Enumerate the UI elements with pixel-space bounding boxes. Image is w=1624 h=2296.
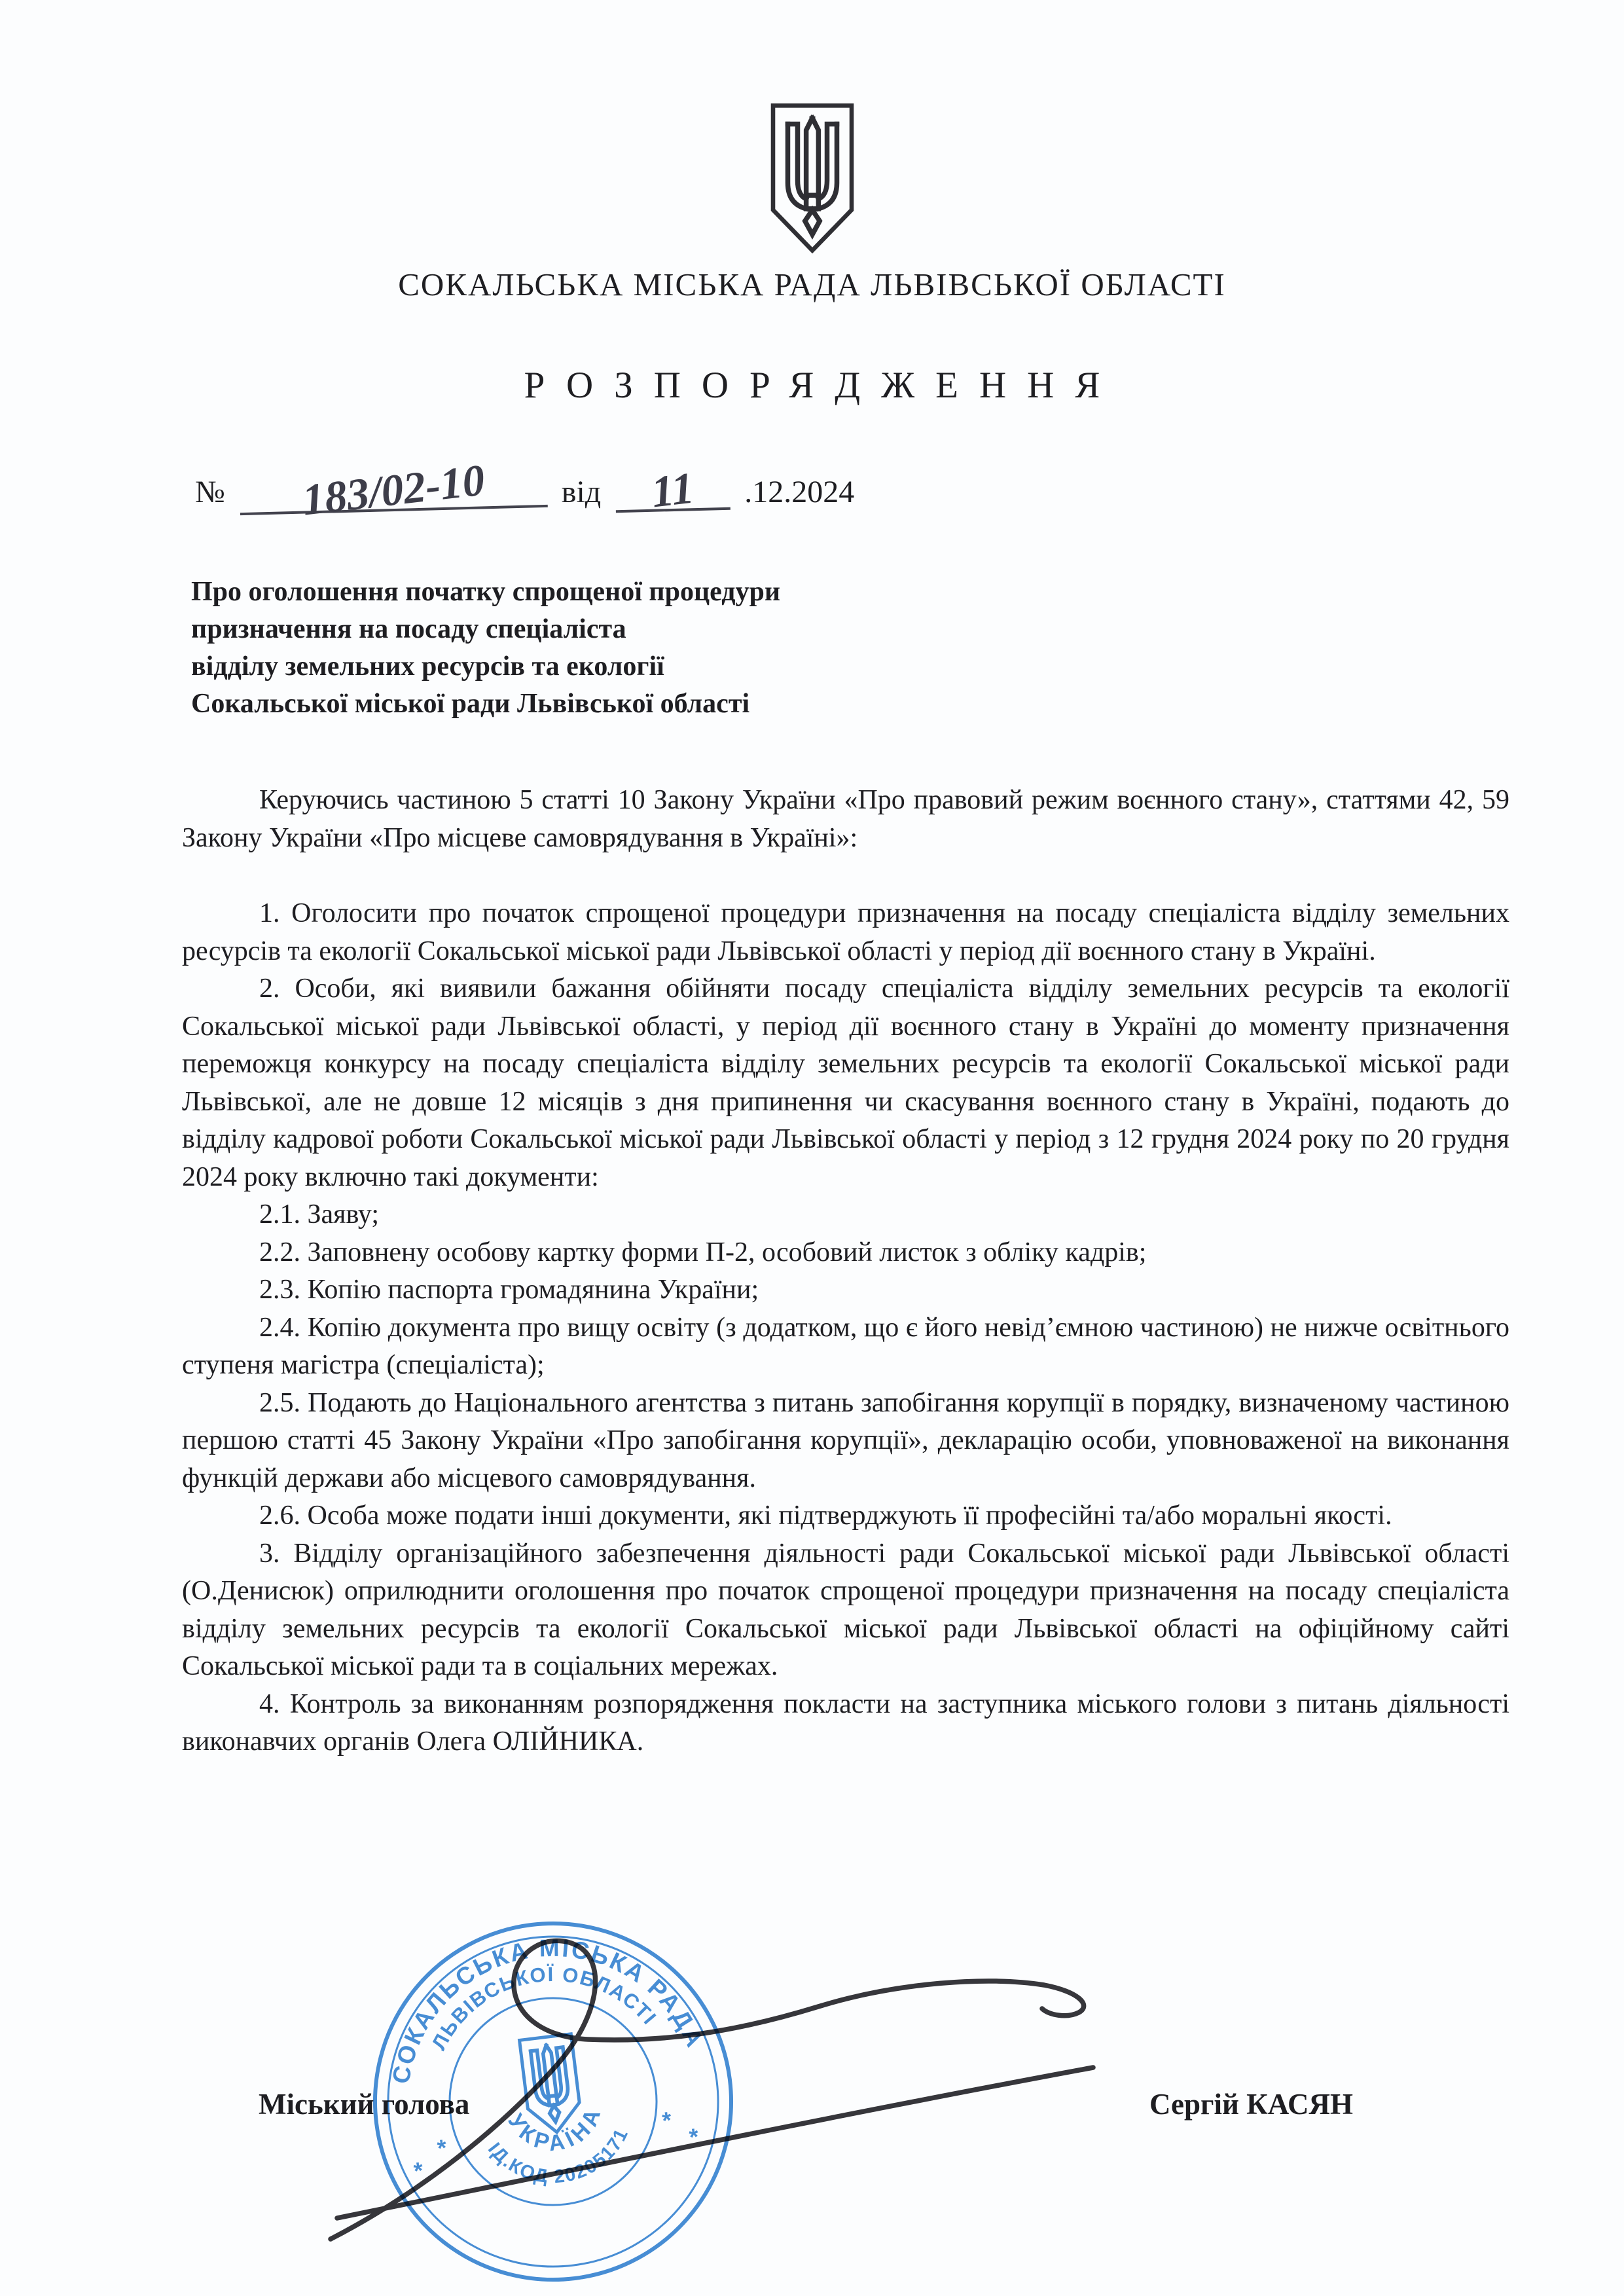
number-sign: № [195,474,225,509]
paragraph-point-2-3: 2.3. Копію паспорта громадянина України; [259,1275,759,1305]
subject-line: Про оголошення початку спрощеної процедури [191,577,781,607]
number-date-line [195,454,855,525]
tryzub-emblem-icon [763,97,861,261]
stamp-star: * [435,2134,448,2162]
stamp-arc-org-name: СОКАЛЬСЬКА МІСЬКА РАДА [387,1934,710,2086]
paragraph-preamble: Керуючись частиною 5 статті 10 Закону України «Про правовий режим воєнного стану», статтями 42, 59 Закону України «Про місцеве самоврядування в Україні»: [182,785,1509,853]
organization-name: СОКАЛЬСЬКА МІСЬКА РАДА ЛЬВІВСЬКОЇ ОБЛАСТІ [398,266,1226,302]
handwritten-signature [275,1899,1152,2278]
subject-line: призначення на посаду спеціаліста [191,614,626,644]
date-day-blank [615,462,731,517]
signer-position: Міський голова [259,2088,470,2121]
handwritten-document-number: 183/02-10 [299,454,488,525]
subject-block [191,574,780,723]
paragraph-point-2-6: 2.6. Особа може подати інші документи, які підтверджують її професійні та/або моральні якості. [259,1501,1392,1531]
paragraph-point-2: 2. Особи, які виявили бажання обійняти посаду спеціаліста відділу земельних ресурсів та екології Сокальської міської ради Львівської області, у період дії воєнного стану в Україні до моменту призначення переможця конкурсу на посаду спеціаліста відділу земельних ресурсів та екології Сокальської міської ради Львівської, але не довше 12 місяців з дня припинення чи скасування воєнного стану в Україні, подають до відділу кадрової роботи Сокальської міської ради Львівської області у період з 12 грудня 2024 року по 20 грудня 2024 року включно такі документи: [182,974,1509,1192]
document-type-title: РОЗПОРЯДЖЕННЯ [524,365,1121,406]
stamp-arc-region: ЛЬВІВСЬКОЇ ОБЛАСТІ [427,1962,662,2054]
from-word: від [561,474,602,509]
handwritten-day: 11 [649,462,697,517]
stamp-star: * [412,2157,425,2185]
signature-underline-stroke [337,2068,1093,2218]
date-month-year: .12.2024 [744,474,855,509]
paragraph-point-4: 4. Контроль за виконанням розпорядження покласти на заступника міського голови з питань діяльності виконавчих органів Олега ОЛІЙНИКА. [182,1688,1509,1757]
paragraph-point-3: 3. Відділу організаційного забезпечення діяльності ради Сокальської міської ради Львівської області (О.Денисюк) оприлюднити оголошення про початок спрощеної процедури призначення на посаду спеціаліста відділу земельних ресурсів та екології Сокальської міської ради Львівської області на офіційному сайті Сокальської міської ради та в соціальних мережах. [182,1538,1509,1681]
document-number-blank [239,454,548,525]
stamp-star: * [660,2106,674,2134]
stamp-star: * [687,2123,700,2151]
paragraph-point-2-1: 2.1. Заяву; [259,1199,380,1230]
subject-line: відділу земельних ресурсів та екології [191,651,664,682]
paragraph-point-1: 1. Оголосити про початок спрощеної процедури призначення на посаду спеціаліста відділу земельних ресурсів та екології Сокальської міської ради Львівської області у період дії воєнного стану в Україні. [182,898,1509,966]
paragraph-point-2-2: 2.2. Заповнену особову картку форми П-2, особовий листок з обліку кадрів; [259,1237,1147,1267]
stamp-arc-country: УКРАЇНА [503,2102,607,2157]
subject-line: Сокальської міської ради Львівської області [191,689,750,719]
signer-name: Сергій КАСЯН [1149,2088,1354,2121]
document-body [182,782,1509,1761]
paragraph-point-2-4: 2.4. Копію документа про вищу освіту (з додатком, що є його невід’ємною частиною) не нижче освітнього ступеня магістра (спеціаліста); [182,1312,1509,1380]
stamp-arc-id-code: ІД.КОД 20205171 [483,2124,633,2188]
paragraph-point-2-5: 2.5. Подають до Національного агентства з питань запобігання корупції в порядку, визначеному частиною першою статті 45 Закону України «Про запобігання корупції», декларацію особи, уповноваженої на виконання функцій держави або місцевого самоврядування. [182,1387,1509,1493]
